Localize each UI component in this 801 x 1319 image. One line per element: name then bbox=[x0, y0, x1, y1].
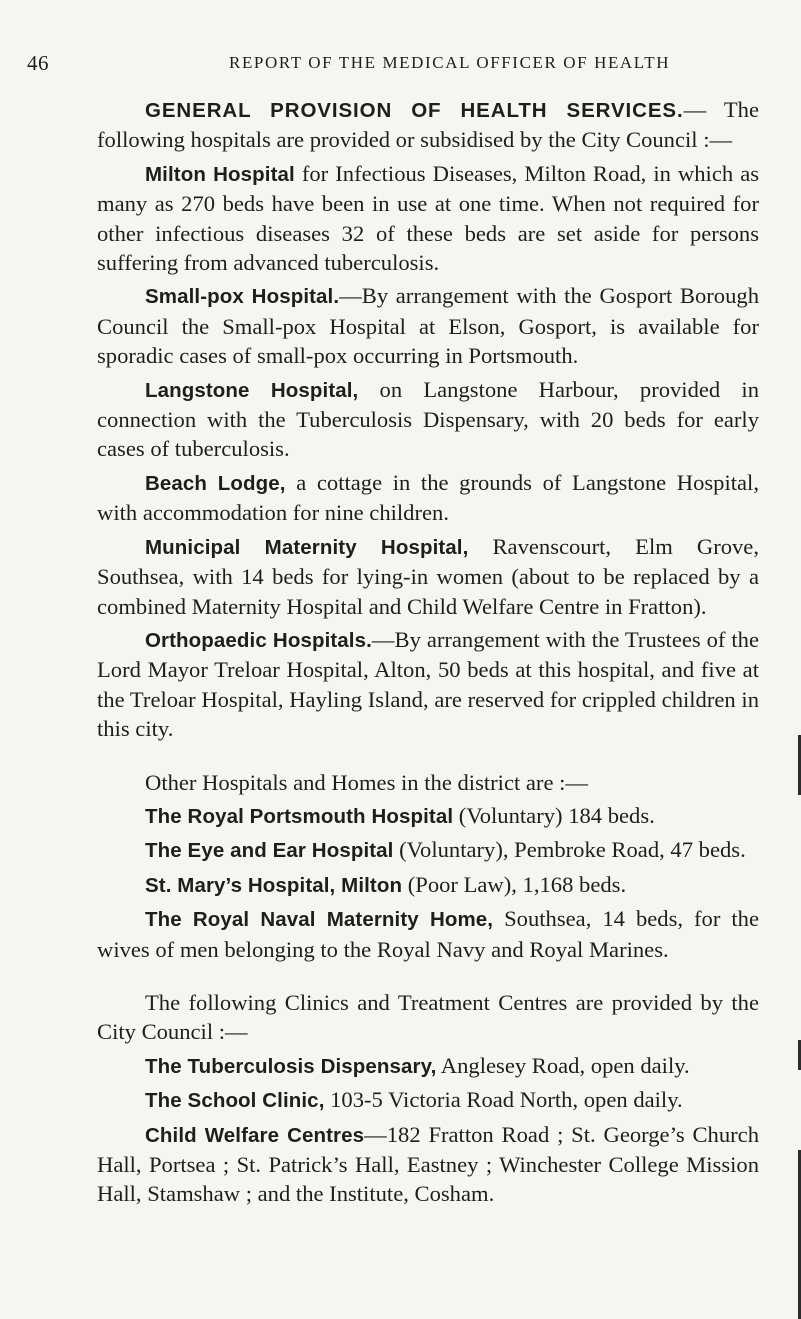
body-text bbox=[97, 95, 759, 1209]
hospital-name: Small-pox Hospital. bbox=[145, 285, 340, 309]
clinic-entry bbox=[97, 1051, 759, 1081]
section-intro-text: The following hospitals are provided or subsidised by the City Council :— bbox=[97, 97, 759, 153]
hospital-entry bbox=[97, 468, 759, 528]
spacer bbox=[97, 744, 759, 768]
hospital-name: Langstone Hospital, bbox=[145, 378, 359, 402]
spacer bbox=[97, 964, 759, 988]
page-number: 46 bbox=[27, 51, 49, 75]
hospital-name: Municipal Maternity Hospital, bbox=[145, 535, 469, 559]
clinic-text: 103-5 Victoria Road North, open daily. bbox=[324, 1087, 683, 1113]
section-title: GENERAL PROVISION OF HEALTH SERVICES. bbox=[145, 99, 684, 122]
hospital-entry bbox=[97, 281, 759, 370]
hospital-entry bbox=[97, 159, 759, 278]
section-intro bbox=[97, 95, 759, 155]
other-hospital-name: St. Mary’s Hospital, Milton bbox=[145, 873, 403, 897]
clinic-name: The Tuberculosis Dispensary, bbox=[145, 1054, 437, 1078]
other-hospital-entry bbox=[97, 870, 759, 900]
other-hospital-name: The Royal Naval Maternity Home, bbox=[145, 908, 494, 932]
other-hospital-entry bbox=[97, 801, 759, 831]
running-head: REPORT OF THE MEDICAL OFFICER OF HEALTH bbox=[229, 53, 671, 72]
hospital-text: Ravenscourt, Elm Grove, Southsea, with 14 beds for lying-in women (about to be replaced by a combined Maternity Hospital and Child Welfare Centre in Fratton). bbox=[97, 533, 759, 619]
hospital-text: for Infectious Diseases, Milton Road, in which as many as 270 beds have been in use at one time. When not required for other infectious diseases 32 of these beds are set aside for persons suffering from advanced tuberculosis. bbox=[97, 160, 760, 276]
hospital-text: —By arrangement with the Gosport Borough Council the Small-pox Hospital at Elson, Gosport, is available for sporadic cases of small-pox occurring in Portsmouth. bbox=[97, 283, 759, 369]
other-hospital-text: (Voluntary), Pembroke Road, 47 beds. bbox=[393, 837, 746, 863]
hospital-name: Milton Hospital bbox=[145, 162, 295, 186]
page-header bbox=[27, 51, 761, 75]
other-hospital-text: Southsea, 14 beds, for the wives of men belonging to the Royal Navy and Royal Marines. bbox=[97, 906, 759, 962]
hospital-name: Beach Lodge, bbox=[145, 471, 286, 495]
clinic-text: —182 Fratton Road ; St. George’s Church Hall, Portsea ; St. Patrick’s Hall, Eastney ; Winchester College Mission Hall, Stamshaw ; and the Institute, Cosham. bbox=[97, 1121, 760, 1207]
clinic-name: Child Welfare Centres bbox=[145, 1123, 365, 1147]
other-hospital-entry bbox=[97, 904, 759, 964]
other-hospital-text: (Poor Law), 1,168 beds. bbox=[402, 871, 627, 897]
hospital-entry bbox=[97, 625, 759, 744]
clinics-intro: The following Clinics and Treatment Centres are provided by the City Council :— bbox=[97, 989, 759, 1045]
clinic-entry bbox=[97, 1085, 759, 1115]
clinic-name: The School Clinic, bbox=[145, 1089, 325, 1113]
section-dash: — bbox=[683, 97, 707, 122]
hospital-text: on Langstone Harbour, provided in connection with the Tuberculosis Dispensary, with 20 beds for early cases of tuberculosis. bbox=[97, 376, 759, 462]
hospital-text: a cottage in the grounds of Langstone Hospital, with accommodation for nine children. bbox=[97, 469, 759, 526]
hospital-entry bbox=[97, 375, 759, 464]
other-hospital-text: (Voluntary) 184 beds. bbox=[453, 802, 655, 828]
hospital-name: Orthopaedic Hospitals. bbox=[145, 628, 372, 652]
other-hospital-entry bbox=[97, 835, 759, 865]
other-hospital-name: The Eye and Ear Hospital bbox=[145, 839, 394, 863]
clinic-text: Anglesey Road, open daily. bbox=[436, 1052, 690, 1078]
clinic-entry bbox=[97, 1120, 759, 1209]
other-hospital-name: The Royal Portsmouth Hospital bbox=[145, 804, 454, 828]
hospital-text: —By arrangement with the Trustees of the Lord Mayor Treloar Hospital, Alton, 50 beds at this hospital, and five at the Treloar Hospital, Hayling Island, are reserved for crippled children in this city. bbox=[97, 626, 759, 742]
other-hospitals-intro: Other Hospitals and Homes in the district are :— bbox=[145, 769, 588, 795]
hospital-entry bbox=[97, 532, 759, 621]
